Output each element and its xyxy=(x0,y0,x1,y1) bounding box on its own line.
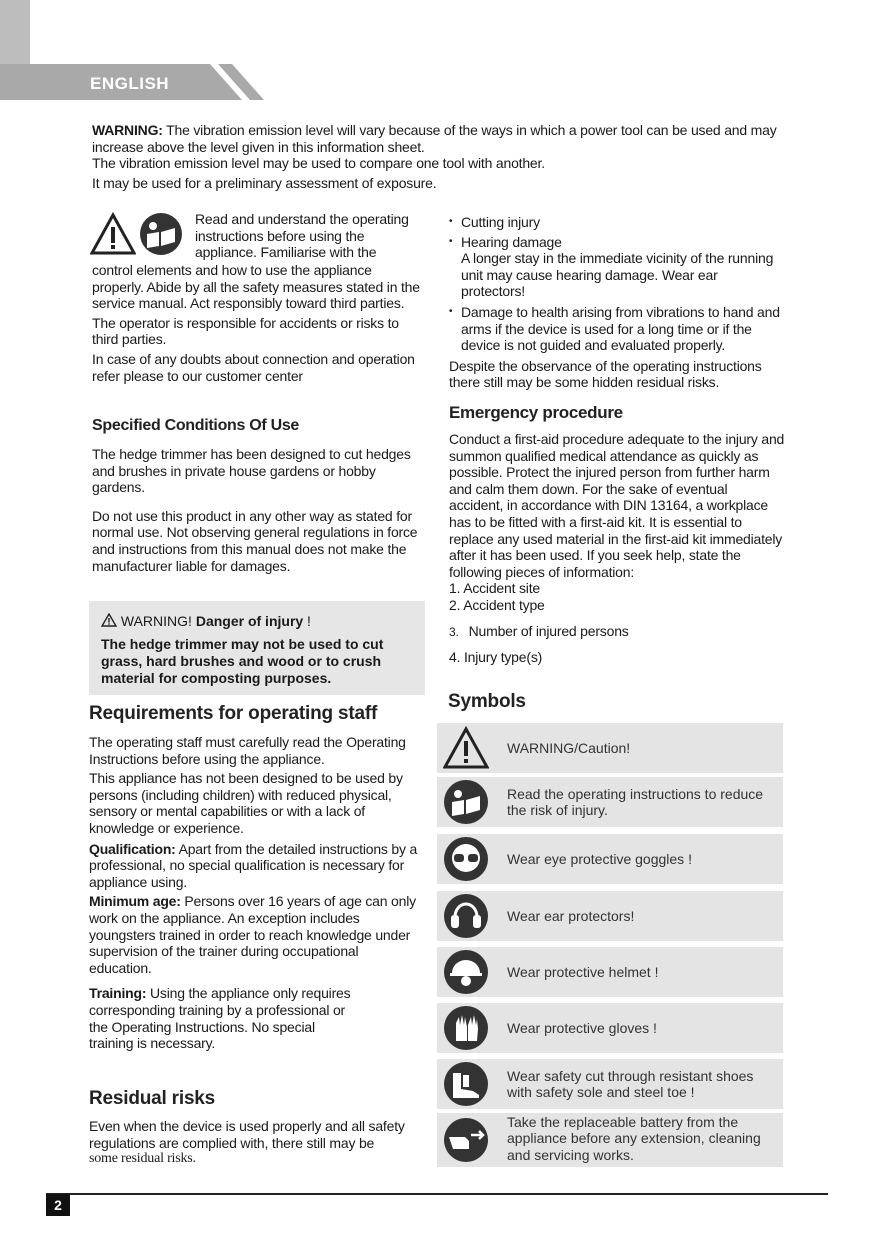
read-line-3: appliance. Familiarise with the xyxy=(195,244,377,261)
risk-list xyxy=(449,214,784,391)
read-line-1: Read and understand the operating xyxy=(195,211,409,227)
emergency-heading: Emergency procedure xyxy=(449,403,623,422)
risk-item xyxy=(449,214,784,231)
doubts-text: In case of any doubts about connection and operation refer please to our customer center xyxy=(92,350,415,384)
risk-title: Cutting injury xyxy=(461,214,540,230)
list3-text: Number of injured persons xyxy=(468,623,629,639)
small-warning-icon xyxy=(101,613,117,627)
warning-box xyxy=(89,601,425,695)
symbol-text: Wear eye protective goggles ! xyxy=(507,851,692,867)
read-rest: control elements and how to use the appliance properly. Abide by all the safety measures stated in the service manual. Act responsibly toward third parties. xyxy=(92,262,420,312)
warning-box-excl: ! xyxy=(303,613,311,629)
symbol-text: Take the replaceable battery from the appliance before any extension, cleaning and servicing works. xyxy=(507,1114,761,1163)
risk-title: Hearing damage xyxy=(461,233,562,250)
symbol-row xyxy=(437,1059,783,1109)
warning-triangle-icon xyxy=(90,212,136,256)
risk-item xyxy=(449,234,784,300)
qual-text: Apart from the detailed instructions by a professional, no special qualification is necessary for appliance using. xyxy=(89,840,418,890)
warning-triangle-icon xyxy=(443,725,489,771)
min-age-label: Minimum age: xyxy=(89,893,181,910)
read-manual-icon xyxy=(139,212,183,256)
symbol-text: WARNING/Caution! xyxy=(507,740,631,756)
footer-line xyxy=(46,1193,828,1195)
risk-item xyxy=(449,304,784,354)
emergency-paragraph: Conduct a first-aid procedure adequate to the injury and summon qualified medical attendance as quickly as possible. Protect the injured person from further harm and calm them down. For the sake of eventual accident, in accordance with DIN 13164, a workplace has to be fitted with a first-aid kit. It is essential to replace any used material in the first-aid kit immediately after it has been used. If you seek help, state the following pieces of information: xyxy=(449,431,785,580)
symbol-row xyxy=(437,947,783,997)
safety-shoes-icon xyxy=(443,1061,489,1107)
read-manual-icon xyxy=(443,779,489,825)
symbol-text: Read the operating instructions to reduce the risk of injury. xyxy=(507,786,764,819)
goggles-icon xyxy=(443,836,489,882)
warning-box-danger: Danger of injury xyxy=(191,613,304,629)
residual-heading: Residual risks xyxy=(89,1088,216,1109)
conditions-p2: Do not use this product in any other way as stated for normal use. Not observing general regulations in force and instructions from this manual does not make the manufacturer liable for damages. xyxy=(92,507,418,574)
emergency-list-3 xyxy=(449,623,629,641)
read-text-rest xyxy=(92,262,422,384)
remove-battery-icon xyxy=(443,1117,489,1163)
symbol-text: Wear protective gloves ! xyxy=(507,1020,657,1036)
intro-line3: It may be used for a preliminary assessment of exposure. xyxy=(92,174,437,191)
symbol-row xyxy=(437,891,783,941)
intro-warning xyxy=(92,122,782,191)
staff-p2: This appliance has not been designed to be used by persons (including children) with reduced physical, sensory or mental capabilities or with a lack of knowledge or experience. xyxy=(89,770,403,836)
symbol-row xyxy=(437,777,783,827)
symbol-text: Wear ear protectors! xyxy=(507,908,635,924)
residual-p1b: some residual risks. xyxy=(89,1151,196,1167)
symbols-heading: Symbols xyxy=(448,691,526,712)
training-text: Using the appliance only requires corresponding training by a professional or the Operating Instructions. No special training is necessary. xyxy=(89,985,351,1052)
symbol-row xyxy=(437,1003,783,1053)
read-line-2: instructions before using the xyxy=(195,227,365,244)
symbol-text: Wear safety cut through resistant shoes with safety sole and steel toe ! xyxy=(507,1068,754,1101)
risk-title: Damage to health arising from vibrations to hand and arms if the device is used for a long time or if the device is not guided and evaluated properly. xyxy=(461,303,780,354)
emergency-list-2: 2. Accident type xyxy=(449,596,545,613)
conditions-text xyxy=(92,446,425,574)
symbol-row xyxy=(437,723,783,773)
staff-text xyxy=(89,734,419,1052)
warning-box-text: The hedge trimmer may not be used to cut grass, hard brushes and wood or to crush material for composting purposes. xyxy=(101,636,384,686)
conditions-heading: Specified Conditions Of Use xyxy=(92,417,300,434)
training-label: Training: xyxy=(89,985,147,1002)
symbol-row xyxy=(437,834,783,884)
staff-p1: The operating staff must carefully read the Operating Instructions before using the appliance. xyxy=(89,734,406,767)
intro-warning-label: WARNING: xyxy=(92,122,163,138)
ear-protectors-icon xyxy=(443,893,489,939)
symbol-row xyxy=(437,1113,783,1167)
emergency-list-4: 4. Injury type(s) xyxy=(449,649,543,665)
min-age-text: Persons over 16 years of age can only work on the appliance. An exception includes youngsters trained in order to reach knowledge under supervision of the trainer during occupational education. xyxy=(89,893,416,976)
emergency-list-1: 1. Accident site xyxy=(449,580,540,597)
operator-text: The operator is responsible for accidents or risks to third parties. xyxy=(92,314,399,348)
language-label: ENGLISH xyxy=(90,74,170,93)
helmet-icon xyxy=(443,949,489,995)
gloves-icon xyxy=(443,1005,489,1051)
list3-num: 3. xyxy=(449,625,459,639)
intro-line2: The vibration emission level may be used to compare one tool with another. xyxy=(92,155,545,172)
page-number: 2 xyxy=(46,1194,70,1216)
residual-p1: Even when the device is used properly and all safety regulations are complied with, there still may be xyxy=(89,1118,405,1151)
emergency-text xyxy=(449,431,785,614)
symbol-text: Wear protective helmet ! xyxy=(507,964,659,980)
warning-box-title xyxy=(101,613,311,629)
residual-text xyxy=(89,1118,419,1168)
staff-heading: Requirements for operating staff xyxy=(89,703,378,724)
intro-warning-text: The vibration emission level will vary because of the ways in which a power tool can be used and may increase above the level given in this information sheet. xyxy=(92,122,777,155)
conditions-p1: The hedge trimmer has been designed to cut hedges and brushes in private house gardens or hobby gardens. xyxy=(92,446,411,496)
qual-label: Qualification: xyxy=(89,840,176,857)
warning-box-label: WARNING! xyxy=(120,613,192,629)
header-stripes xyxy=(200,64,264,100)
read-text-top xyxy=(195,211,427,261)
despite-text: Despite the observance of the operating instructions there still may be some hidden residual risks. xyxy=(449,357,762,391)
risk-text: A longer stay in the immediate vicinity of the running unit may cause hearing damage. Wear ear protectors! xyxy=(461,250,774,300)
